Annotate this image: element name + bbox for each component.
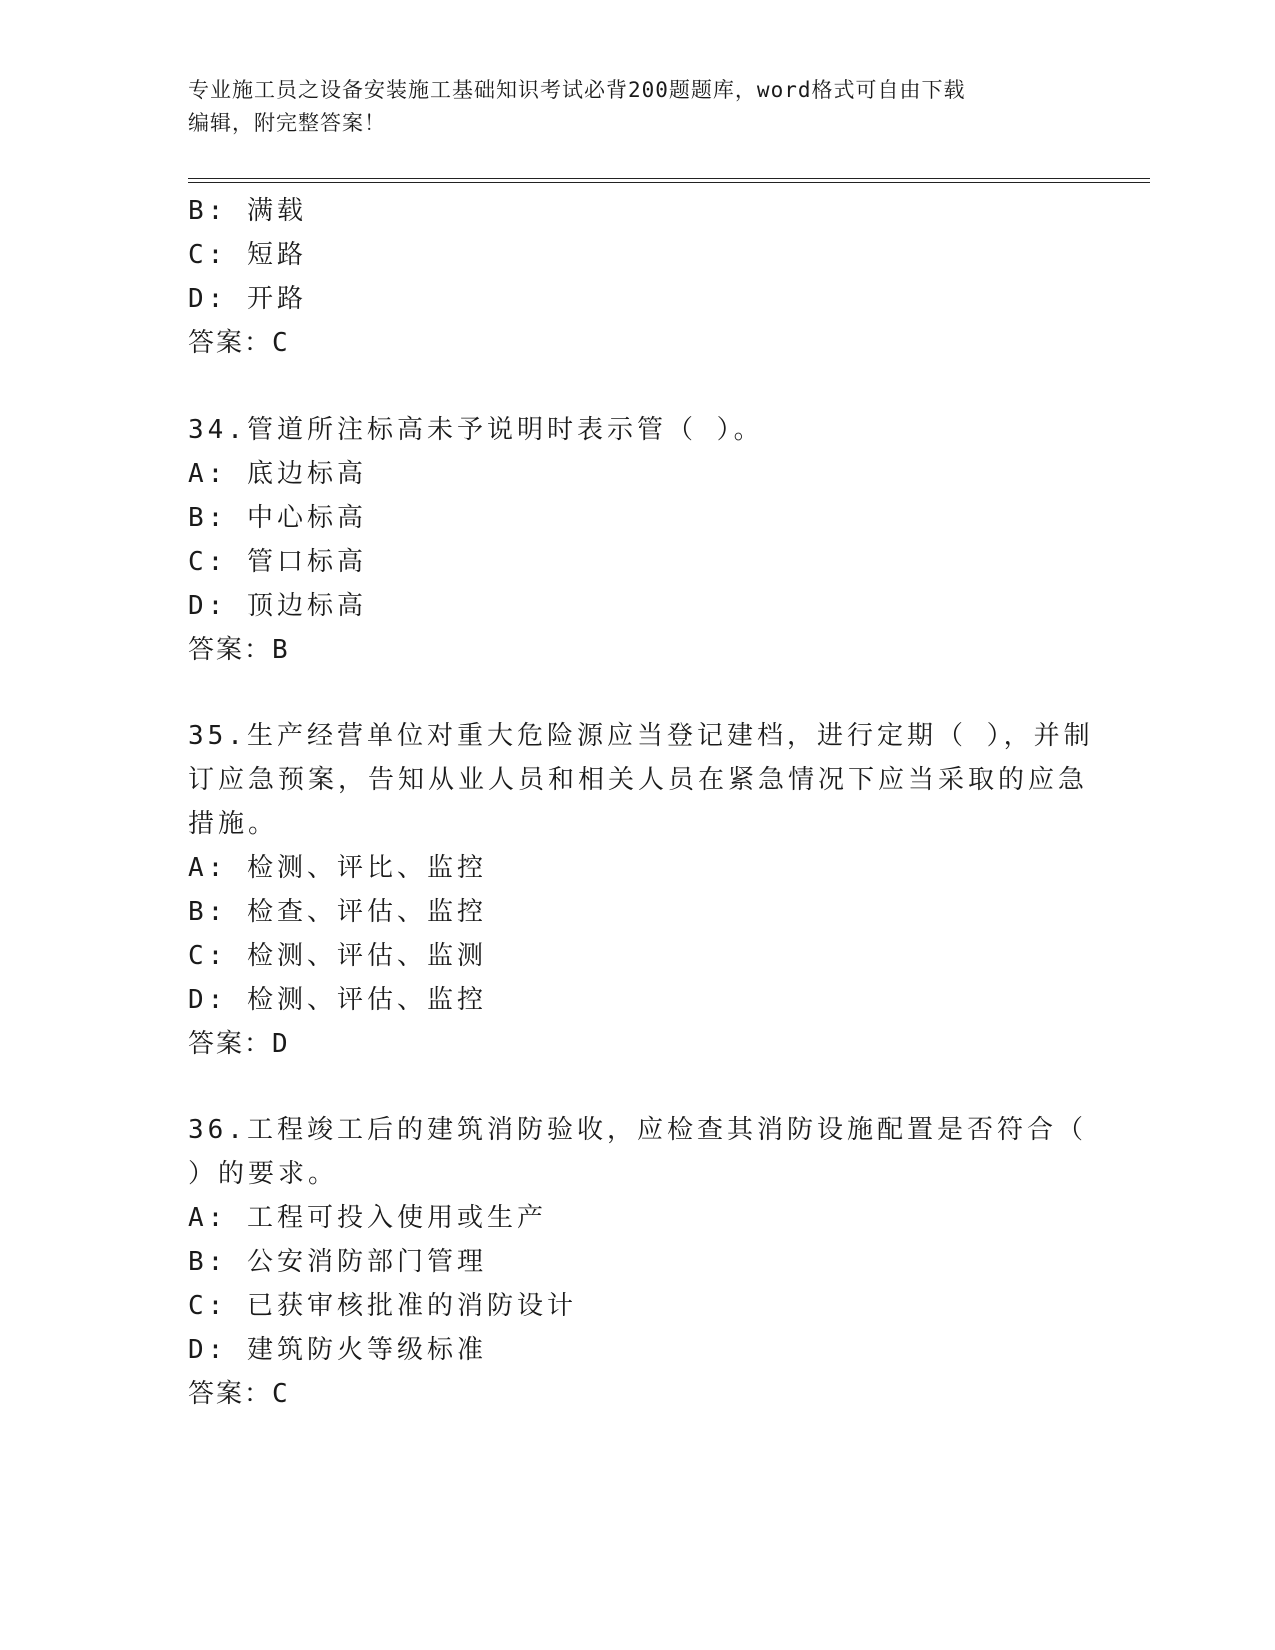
q34-option-b: B: 中心标高	[188, 503, 367, 533]
q34-answer: 答案：B	[188, 635, 290, 665]
q34-option-a: A: 底边标高	[188, 459, 367, 489]
q34-option-c: C: 管口标高	[188, 547, 367, 577]
q35-option-b: B: 检查、评估、监控	[188, 897, 487, 927]
header-divider-bottom	[188, 182, 1150, 183]
q35-option-c: C: 检测、评估、监测	[188, 941, 487, 971]
q35-option-a: A: 检测、评比、监控	[188, 853, 487, 883]
q36-answer: 答案：C	[188, 1379, 290, 1409]
q34-option-d: D: 顶边标高	[188, 591, 367, 621]
q34-question: 34.管道所注标高未予说明时表示管（ ）。	[188, 415, 764, 445]
q36-option-c: C: 已获审核批准的消防设计	[188, 1291, 577, 1321]
q35-option-d: D: 检测、评估、监控	[188, 985, 487, 1015]
q36-option-b: B: 公安消防部门管理	[188, 1247, 487, 1277]
header-divider-top	[188, 178, 1150, 179]
header-line-1: 专业施工员之设备安装施工基础知识考试必背200题题库，word格式可自由下载	[188, 78, 966, 102]
document-header	[188, 74, 1068, 140]
header-line-2: 编辑，附完整答案！	[188, 111, 386, 135]
q36-question-line-2: ）的要求。	[188, 1159, 339, 1189]
q35-answer: 答案：D	[188, 1029, 290, 1059]
q33-option-d: D: 开路	[188, 284, 307, 314]
q35-question-line-3: 措施。	[188, 809, 279, 839]
q33-option-b: B: 满载	[188, 196, 307, 226]
q33-answer: 答案：C	[188, 328, 290, 358]
q36-option-d: D: 建筑防火等级标准	[188, 1335, 487, 1365]
q36-question-line-1: 36.工程竣工后的建筑消防验收，应检查其消防设施配置是否符合（	[188, 1115, 1087, 1145]
q36-option-a: A: 工程可投入使用或生产	[188, 1203, 547, 1233]
q35-question-line-2: 订应急预案，告知从业人员和相关人员在紧急情况下应当采取的应急	[188, 765, 1089, 795]
q35-question-line-1: 35.生产经营单位对重大危险源应当登记建档，进行定期（ ），并制	[188, 721, 1094, 751]
q33-option-c: C: 短路	[188, 240, 307, 270]
